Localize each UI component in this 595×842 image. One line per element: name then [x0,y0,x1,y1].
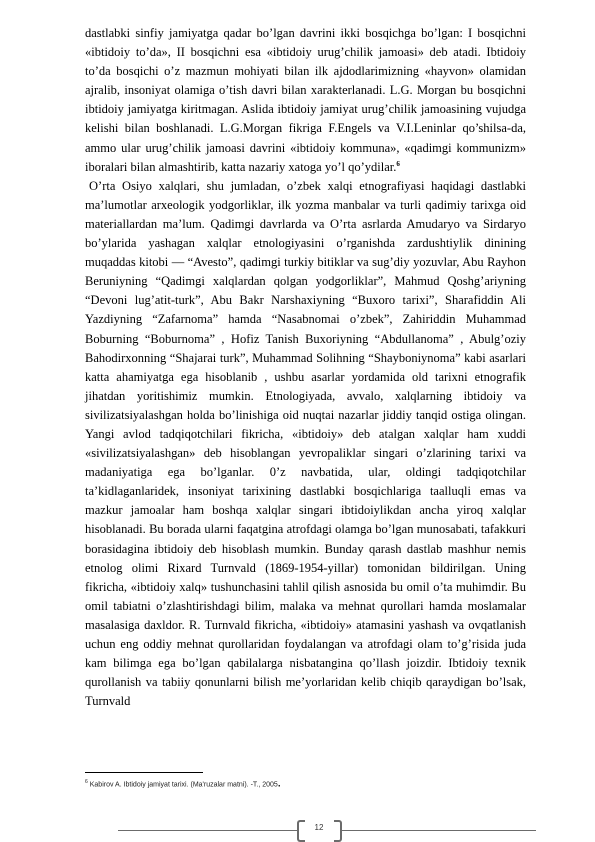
footnote-number: 6 [85,779,88,785]
footnote-end-mark: . [277,778,281,790]
footnote-text: Kabirov A. Ibtidoiy jamiyat tarixi. (Ma'ruzalar matni). -T., 2005 [89,781,278,789]
paragraph-text: dastlabki sinfiy jamiyatga qadar bo’lgan davrini ikki bosqichga bo’lgan: I bosqichni «ibtidoiy to’da», II bosqichni esa «ibtidoiy urug’chilik jamoasi» deb atadi. Ibtidoiy to’da bosqichi o’z mazmun mohiyati bilan ilk ajdodlarimizning «hayvon» olamidan ajralib, insoniyat olamiga o’tish davri bilan xarakterlanadi. L.G. Morgan bu bosqichni ibtidoiy jamiyatga kiritmagan. Aslida ibtidoiy jamiyat urug’chilik jamoasining vujudga kelishi bilan boshlanadi. L.G.Morgan fikriga F.Engels va V.I.Leninlar qo’shilsa-da, ammo ular urug’chilik jamoasi davrini «ibtidoiy kommuna», «qadimgi kommunizm» iboralari bilan almashtirib, katta nazariy xatoga yo’l qo’ydilar. [85,26,526,174]
page-number: 12 [314,823,324,832]
paragraph: O’rta Osiyo xalqlari, shu jumladan, o’zbek xalqi etnografiyasi haqidagi dastlabki ma’lumotlar arxeologik yodgorliklar, ilk yozma manbalar va turli qadimiy tarixga oid materiallardan ma’lum. Qadimgi davrlarda va O’rta asrlarda Amudaryo va Sirdaryo bo’ylarida yashagan xalqlar etnologiyasini o’rganishda zardushtiylik dinining muqaddas kitobi — “Avesto”, qadimgi turkiy bitiklar va sug’diy yozuvlar, Abu Rayhon Beruniyning “Qadimgi xalqlardan qolgan yodgorliklar”, Mahmud Qoshg’ariyning “Devoni lug’atit-turk”, Abu Bakr Narshaxiyning “Buxoro tarixi”, Sharafiddin Ali Yazdiyning “Zafarnoma” hamda “Nasabnomai o’zbek”, Zahiriddin Muhammad Boburning “Boburnoma” , Hofiz Tanish Buxoriyning “Abdullanoma” , Abulg’oziy Bahodirxonning “Shajarai turk”, Muhammad Solihning “Shayboniynoma” kabi asarlari katta ahamiyatga ega hisoblanib , ushbu asarlar yordamida old tarixni etnografik jihatdan yoritishimiz mumkin. Etnologiyada, avvalo, xalqlarning ibtidoiy va sivilizatsiyalashgan holda bo’linishiga oid nuqtai nazarlar jiddiy tanqid ostiga olingan. Yangi avlod tadqiqotchilari fikricha, «ibtidoiy» deb atalgan xalqlar ham xuddi «sivilizatsiyalashgan» deb hisoblangan yevropaliklar singari o’zlarining tarixi va madaniyatiga ega bo’lganlar. 0’z navbatida, ular, oldingi tadqiqotchilar ta’kidlaganlaridek, insoniyat tarixining dastlabki bosqichlariga taalluqli emas va mazkur jamoalar ham boshqa xalqlar singari ibtidoiylikdan ancha yiroq xalqlar hisoblanadi. Bu borada ularni faqatgina atrofdagi olamga bo’lgan munosabati, tafakkuri borasidagina ibtidoiy deb hisoblash mumkin. Bunday qarash dastlab mashhur nemis etnolog olimi Rixard Turnvald (1869-1954-yillar) tomonidan bildirilgan. Uning fikricha, «ibtidoiy xalq» tushunchasini tahlil qilish asnosida bu omil o’ta muhimdir. Bu omil tabiatni o’zlashtirishdagi bilim, malaka va mehnat qurollari hamda moslamalar masalasiga daxldor. R. Turnvald fikricha, «ibtidoiy» atamasini yashash va ovqatlanish uchun eng oddiy mehnat qurollaridan foydalangan va atrofdagi olam to’g’risida juda kam bilimga ega bo’lgan qabilalarga nisbatangina qo’llash joizdir. Ibtidoiy texnik qurollanish va tabiiy qonunlarni bilish me’yorlaridan kelib chiqib qaraydigan bo’lsak, Turnvald [85,178,526,709]
footer-bracket-left [297,820,305,842]
footnote-reference[interactable]: 6 [396,159,400,168]
paragraph [85,24,526,177]
page-footer [0,820,595,840]
main-text [85,24,526,711]
footer-rule-left [118,830,298,831]
footer-rule-right [341,830,536,831]
footnote-separator [85,772,203,773]
footer-bracket-right [334,820,342,842]
footnote [85,777,526,790]
